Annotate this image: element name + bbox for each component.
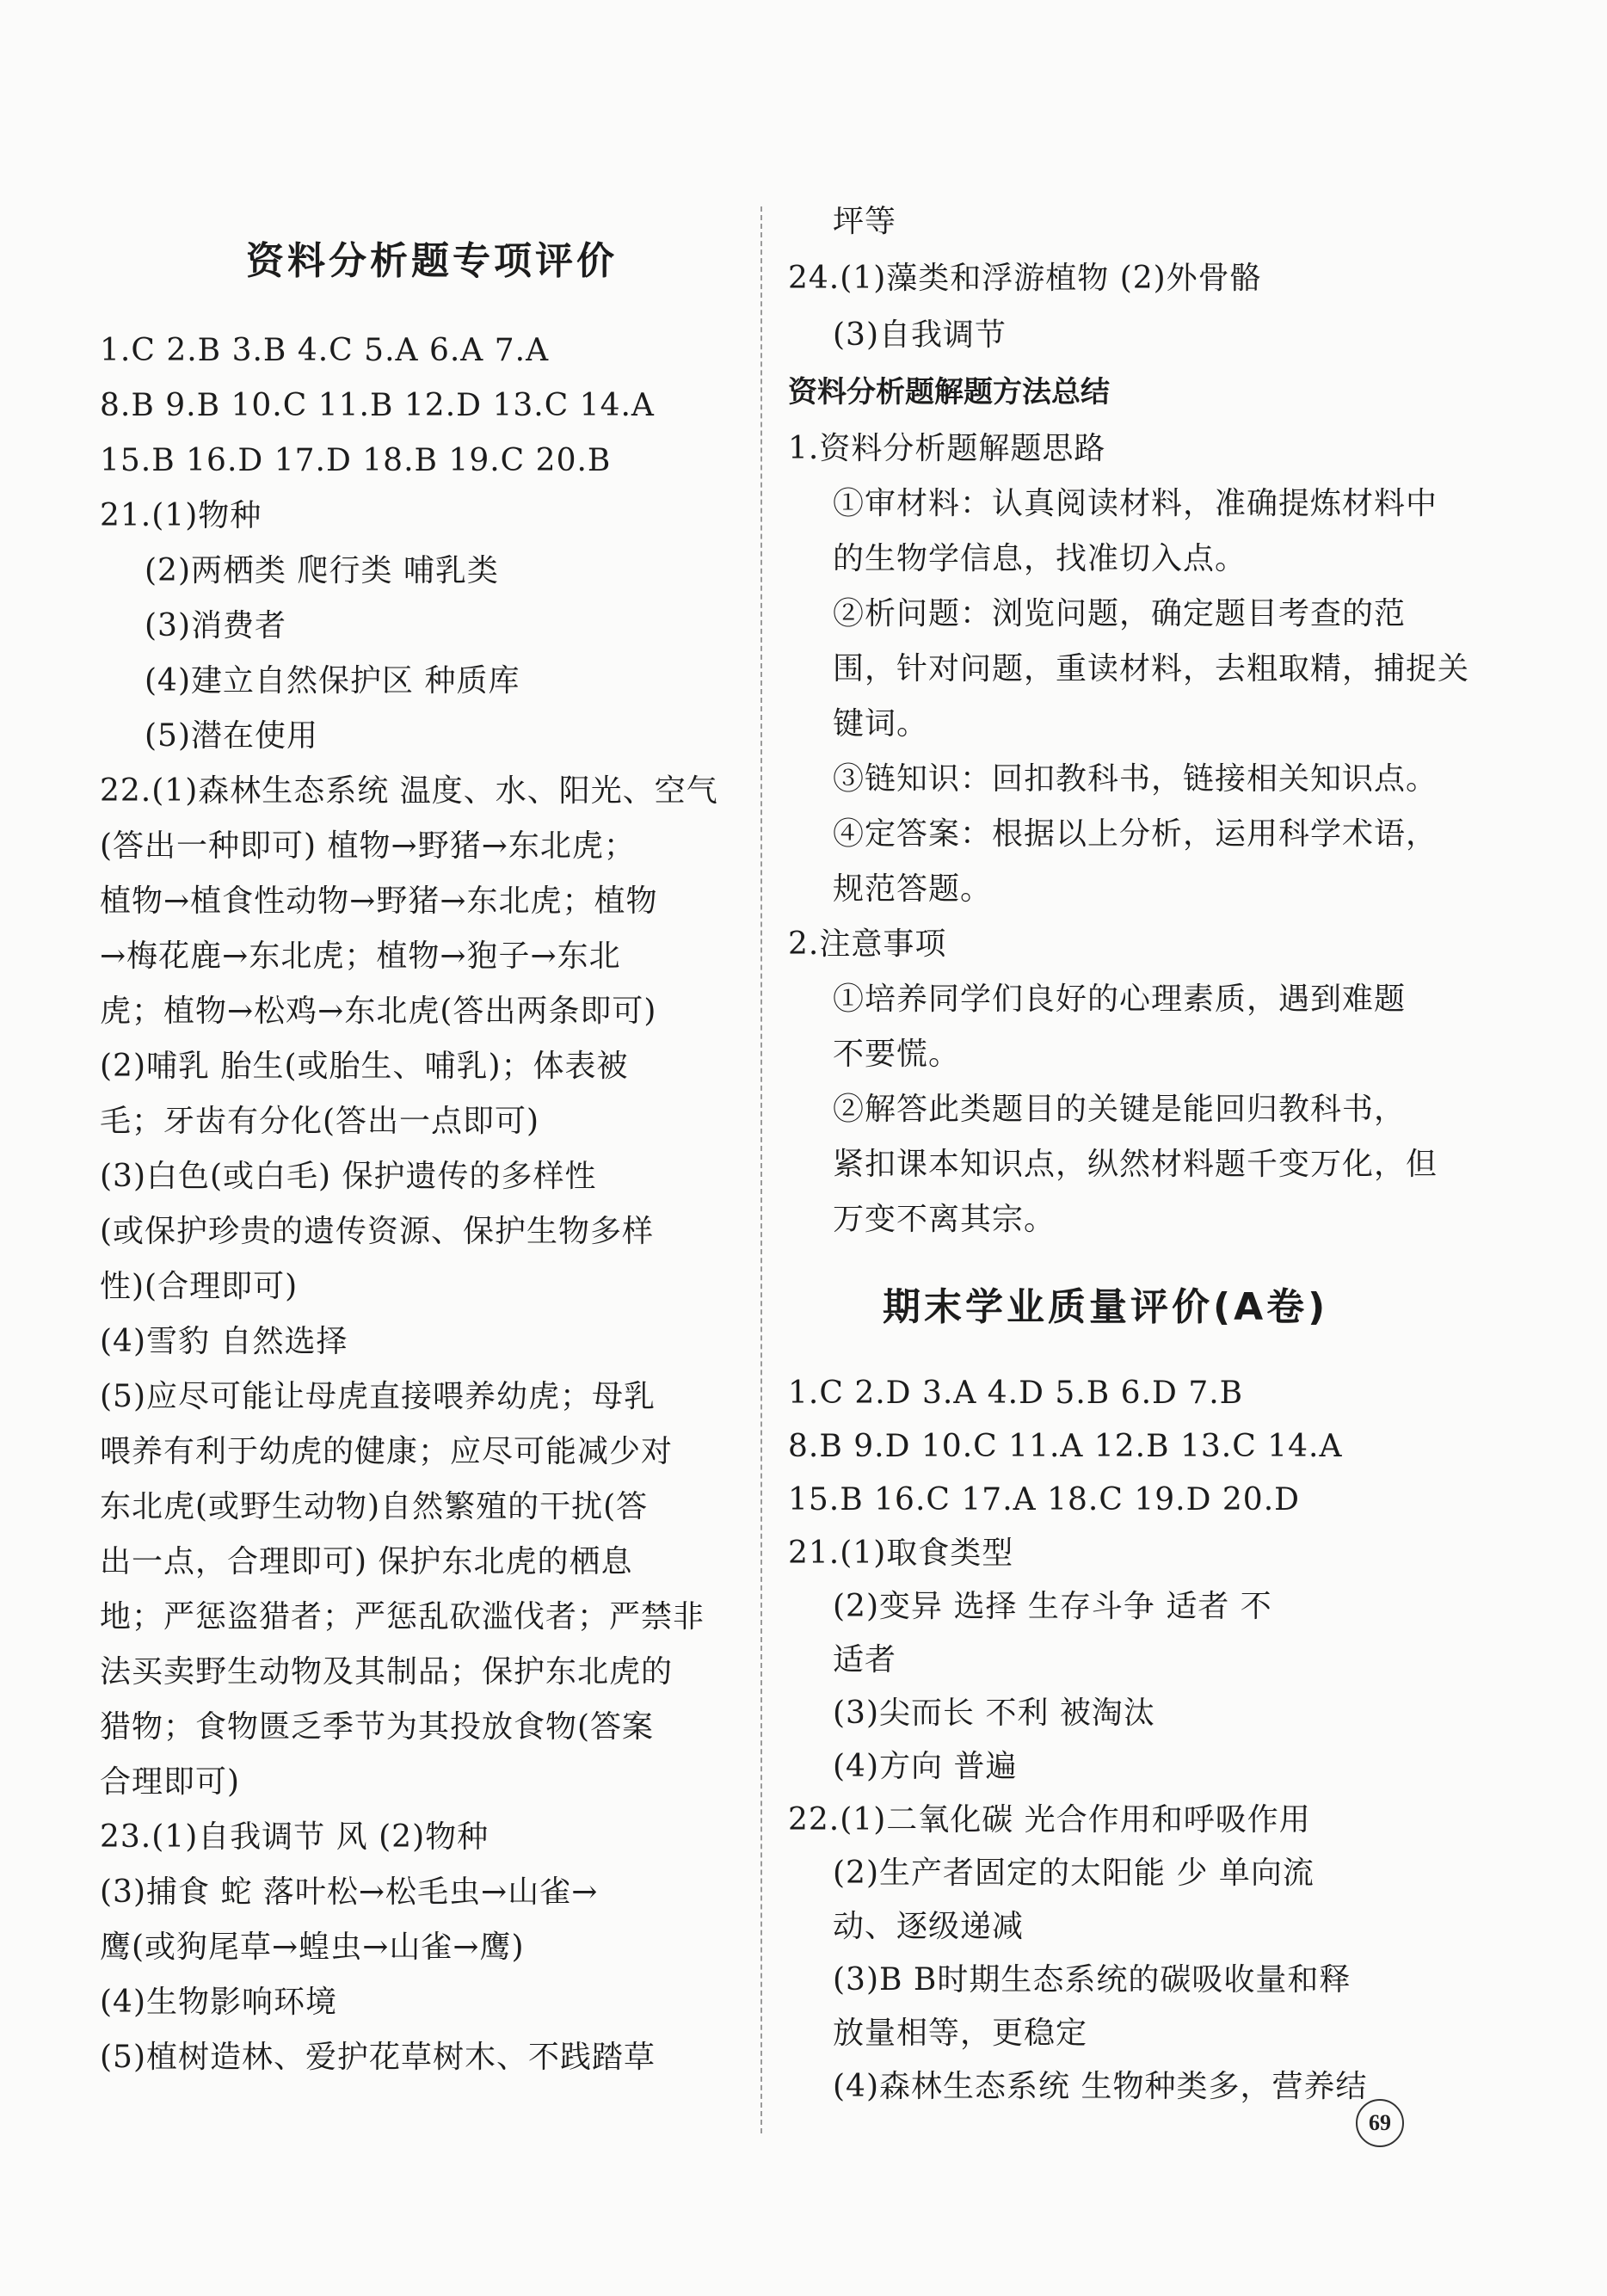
answer-line: 鹰(或狗尾草→蝗虫→山雀→鹰) [100,1930,525,1965]
summary-line: ①审材料：认真阅读材料，准确提炼材料中 [833,486,1438,521]
answer-line: (3)尖而长 不利 被淘汰 [833,1696,1155,1731]
answer-line: (5)植树造林、爱护花草树木、不践踏草 [100,2040,656,2075]
summary-line: 规范答题。 [833,871,993,907]
method-summary-heading: 资料分析题解题方法总结 [788,375,1110,409]
answer-line: 虎；植物→松鸡→东北虎(答出两条即可) [100,994,657,1029]
answer-line: 21.(1)取食类型 [788,1536,1014,1571]
answer-line: (5)潜在使用 [145,718,318,754]
answer-line: 出一点，合理即可) 保护东北虎的栖息 [100,1544,633,1579]
answer-line: 1.C 2.B 3.B 4.C 5.A 6.A 7.A [100,333,550,368]
answer-line: (5)应尽可能让母虎直接喂养幼虎；母乳 [100,1379,656,1414]
answer-line: 性)(合理即可) [100,1269,299,1304]
section-title-final-exam: 期末学业质量评价(A卷) [883,1285,1329,1329]
summary-line: 不要慌。 [833,1037,961,1072]
answer-line: 法买卖野生动物及其制品；保护东北虎的 [100,1654,674,1690]
answer-line: 毛；牙齿有分化(答出一点即可) [100,1104,540,1139]
answer-line: (4)建立自然保护区 种质库 [145,663,520,699]
answer-line: 23.(1)自我调节 风 (2)物种 [100,1819,489,1855]
answer-line: 猎物；食物匮乏季节为其投放食物(答案 [100,1709,655,1745]
answer-line: 22.(1)二氧化碳 光合作用和呼吸作用 [788,1802,1311,1837]
answer-line: (答出一种即可) 植物→野猪→东北虎； [100,828,636,864]
answer-line: 8.B 9.B 10.C 11.B 12.D 13.C 14.A [100,388,655,423]
summary-line: ④定答案：根据以上分析，运用科学术语， [833,816,1438,852]
answer-line: (4)方向 普遍 [833,1749,1018,1784]
answer-line: (4)生物影响环境 [100,1985,337,2020]
answer-line: 坪等 [833,204,897,239]
answer-line: →梅花鹿→东北虎；植物→狍子→东北 [100,939,621,974]
summary-line: ②解答此类题目的关键是能回归教科书， [833,1092,1407,1127]
summary-line: 围，针对问题，重读材料，去粗取精，捕捉关 [833,651,1470,686]
answer-line: (2)生产者固定的太阳能 少 单向流 [833,1856,1315,1891]
answer-line: (2)两栖类 爬行类 哺乳类 [145,553,499,588]
answer-line: 放量相等，更稳定 [833,2016,1088,2051]
answer-line: (4)雪豹 自然选择 [100,1324,348,1359]
answer-line: 15.B 16.D 17.D 18.B 19.C 20.B [100,443,612,478]
answer-line: (或保护珍贵的遗传资源、保护生物多样 [100,1214,655,1249]
answer-line: 植物→植食性动物→野猪→东北虎；植物 [100,883,658,919]
answer-line: 21.(1)物种 [100,498,262,533]
answer-line: 地；严惩盗猎者；严惩乱砍滥伐者；严禁非 [100,1599,705,1634]
answer-line: 适者 [833,1642,897,1677]
answer-line: (3)B B时期生态系统的碳吸收量和释 [833,1962,1351,1997]
answer-line: (2)哺乳 胎生(或胎生、哺乳)；体表被 [100,1049,629,1084]
summary-line: ②析问题：浏览问题，确定题目考查的范 [833,596,1407,631]
answer-line: 合理即可) [100,1764,241,1800]
answer-line: 15.B 16.C 17.A 18.C 19.D 20.D [788,1482,1300,1517]
answer-line: 24.(1)藻类和浮游植物 (2)外骨骼 [788,261,1262,296]
answer-line: (3)白色(或白毛) 保护遗传的多样性 [100,1159,597,1194]
summary-line: ①培养同学们良好的心理素质，遇到难题 [833,982,1407,1017]
summary-line: ③链知识：回扣教科书，链接相关知识点。 [833,761,1438,797]
summary-line: 2.注意事项 [788,926,947,962]
summary-line: 键词。 [833,706,929,742]
answer-line: (3)自我调节 [833,317,1007,353]
answer-line: (3)捕食 蛇 落叶松→松毛虫→山雀→ [100,1874,599,1910]
answer-line: (2)变异 选择 生存斗争 适者 不 [833,1589,1272,1624]
answer-line: 1.C 2.D 3.A 4.D 5.B 6.D 7.B [788,1376,1244,1411]
page-number: 69 [1356,2099,1404,2147]
summary-line: 1.资料分析题解题思路 [788,431,1106,466]
answer-line: 动、逐级递减 [833,1909,1025,1944]
section-title-data-analysis: 资料分析题专项评价 [246,239,618,283]
summary-line: 万变不离其宗。 [833,1202,1056,1237]
answer-line: 喂养有利于幼虎的健康；应尽可能减少对 [100,1434,674,1469]
answer-line: 东北虎(或野生动物)自然繁殖的干扰(答 [100,1489,649,1524]
answer-line: 22.(1)森林生态系统 温度、水、阳光、空气 [100,773,718,809]
summary-line: 的生物学信息，找准切入点。 [833,541,1247,576]
answer-line: (4)森林生态系统 生物种类多，营养结 [833,2069,1368,2104]
answer-line: (3)消费者 [145,608,286,643]
summary-line: 紧扣课本知识点，纵然材料题千变万化，但 [833,1147,1438,1182]
column-divider [760,206,762,2133]
answer-line: 8.B 9.D 10.C 11.A 12.B 13.C 14.A [788,1429,1343,1464]
